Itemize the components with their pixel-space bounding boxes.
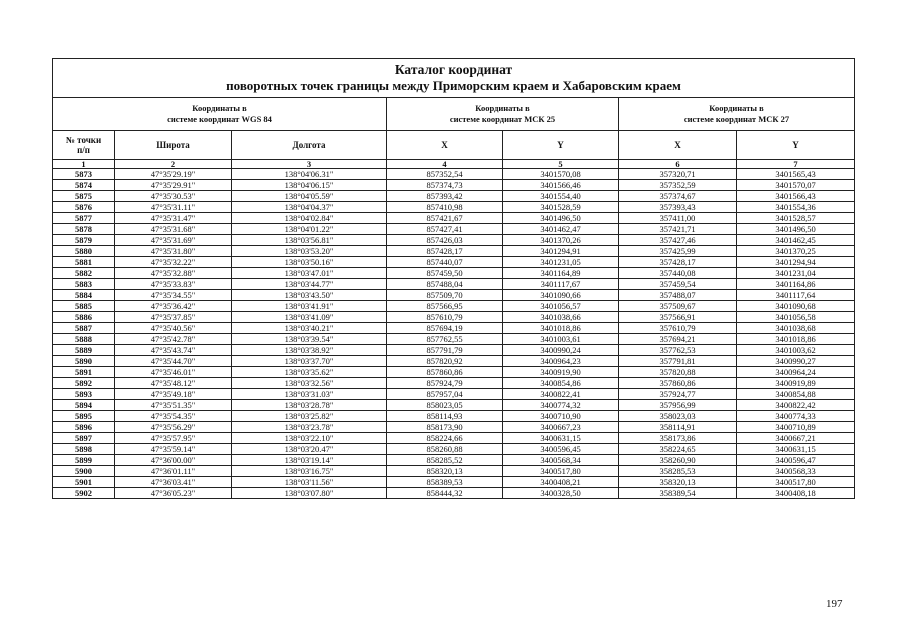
- latitude: 47°35'42.78": [115, 334, 232, 345]
- x-msk27: 358224,65: [619, 444, 737, 455]
- latitude: 47°36'00.00": [115, 455, 232, 466]
- x-msk27: 357320,71: [619, 169, 737, 180]
- point-number: 5883: [53, 279, 115, 290]
- col-header-x27: X: [619, 131, 737, 160]
- longitude: 138°04'04.37": [232, 202, 387, 213]
- table-title: Каталог координат: [394, 62, 513, 77]
- y-msk25: 3401554,40: [503, 191, 619, 202]
- table-row: [53, 224, 855, 235]
- x-msk27: 357440,08: [619, 268, 737, 279]
- y-msk25: 3400408,21: [503, 477, 619, 488]
- table-row: [53, 334, 855, 345]
- point-number: 5877: [53, 213, 115, 224]
- x-msk27: 358260,90: [619, 455, 737, 466]
- point-number: 5899: [53, 455, 115, 466]
- x-msk27: 357509,67: [619, 301, 737, 312]
- latitude: 47°35'31.11": [115, 202, 232, 213]
- x-msk27: 358173,86: [619, 433, 737, 444]
- page-number: 197: [826, 598, 843, 610]
- x-msk27: 357427,46: [619, 235, 737, 246]
- y-msk25: 3401090,66: [503, 290, 619, 301]
- x-msk27: 357566,91: [619, 312, 737, 323]
- y-msk27: 3401554,36: [737, 202, 855, 213]
- x-msk27: 357425,99: [619, 246, 737, 257]
- y-msk25: 3401370,26: [503, 235, 619, 246]
- table-row: [53, 411, 855, 422]
- table-row: [53, 213, 855, 224]
- latitude: 47°36'05.23": [115, 488, 232, 499]
- x-msk25: 857428,17: [387, 246, 503, 257]
- x-msk27: 358389,54: [619, 488, 737, 499]
- latitude: 47°35'32.88": [115, 268, 232, 279]
- y-msk27: 3401294,94: [737, 257, 855, 268]
- y-msk25: 3400822,41: [503, 389, 619, 400]
- table-row: [53, 455, 855, 466]
- table-row: [53, 268, 855, 279]
- y-msk27: 3401018,86: [737, 334, 855, 345]
- y-msk27: 3400990,27: [737, 356, 855, 367]
- longitude: 138°03'43.50": [232, 290, 387, 301]
- x-msk25: 858114,93: [387, 411, 503, 422]
- table-row: [53, 246, 855, 257]
- longitude: 138°03'25.82": [232, 411, 387, 422]
- table-row: [53, 345, 855, 356]
- coordinate-catalog: [52, 58, 854, 499]
- x-msk27: 357459,54: [619, 279, 737, 290]
- table-row: [53, 301, 855, 312]
- y-msk25: 3400854,86: [503, 378, 619, 389]
- x-msk27: 357694,21: [619, 334, 737, 345]
- table-row: [53, 323, 855, 334]
- point-number: 5889: [53, 345, 115, 356]
- group-header-msk25: Координаты в системе координат МСК 25: [387, 98, 619, 131]
- x-msk25: 857421,67: [387, 213, 503, 224]
- longitude: 138°03'39.54": [232, 334, 387, 345]
- x-msk25: 858320,13: [387, 466, 503, 477]
- y-msk27: 3401117,64: [737, 290, 855, 301]
- x-msk27: 357374,67: [619, 191, 737, 202]
- latitude: 47°35'56.29": [115, 422, 232, 433]
- y-msk25: 3401018,86: [503, 323, 619, 334]
- y-msk27: 3401056,58: [737, 312, 855, 323]
- col-number: 7: [737, 160, 855, 169]
- point-number: 5885: [53, 301, 115, 312]
- table-row: [53, 367, 855, 378]
- x-msk27: 357762,53: [619, 345, 737, 356]
- x-msk25: 857860,86: [387, 367, 503, 378]
- x-msk27: 358285,53: [619, 466, 737, 477]
- x-msk25: 858224,66: [387, 433, 503, 444]
- longitude: 138°03'35.62": [232, 367, 387, 378]
- longitude: 138°03'53.20": [232, 246, 387, 257]
- y-msk27: 3401164,86: [737, 279, 855, 290]
- y-msk27: 3401496,50: [737, 224, 855, 235]
- y-msk27: 3401566,43: [737, 191, 855, 202]
- latitude: 47°35'31.68": [115, 224, 232, 235]
- x-msk27: 357956,99: [619, 400, 737, 411]
- latitude: 47°35'29.91": [115, 180, 232, 191]
- table-row: [53, 290, 855, 301]
- point-number: 5890: [53, 356, 115, 367]
- y-msk25: 3400568,34: [503, 455, 619, 466]
- longitude: 138°03'38.92": [232, 345, 387, 356]
- point-number: 5880: [53, 246, 115, 257]
- y-msk27: 3400596,47: [737, 455, 855, 466]
- point-number: 5887: [53, 323, 115, 334]
- table-row: [53, 477, 855, 488]
- longitude: 138°03'41.09": [232, 312, 387, 323]
- y-msk27: 3400517,80: [737, 477, 855, 488]
- point-number: 5876: [53, 202, 115, 213]
- y-msk25: 3401462,47: [503, 224, 619, 235]
- y-msk27: 3401370,25: [737, 246, 855, 257]
- y-msk25: 3401038,66: [503, 312, 619, 323]
- y-msk27: 3400568,33: [737, 466, 855, 477]
- longitude: 138°03'32.56": [232, 378, 387, 389]
- y-msk27: 3401570,07: [737, 180, 855, 191]
- x-msk25: 857410,98: [387, 202, 503, 213]
- x-msk27: 358320,13: [619, 477, 737, 488]
- y-msk25: 3400328,50: [503, 488, 619, 499]
- table-row: [53, 400, 855, 411]
- latitude: 47°35'31.69": [115, 235, 232, 246]
- x-msk25: 857566,95: [387, 301, 503, 312]
- x-msk25: 857762,55: [387, 334, 503, 345]
- y-msk25: 3400667,23: [503, 422, 619, 433]
- x-msk25: 857694,19: [387, 323, 503, 334]
- latitude: 47°36'01.11": [115, 466, 232, 477]
- latitude: 47°35'31.47": [115, 213, 232, 224]
- point-number: 5891: [53, 367, 115, 378]
- x-msk25: 857509,70: [387, 290, 503, 301]
- y-msk27: 3400631,15: [737, 444, 855, 455]
- x-msk27: 357488,07: [619, 290, 737, 301]
- y-msk25: 3401117,67: [503, 279, 619, 290]
- longitude: 138°04'06.31": [232, 169, 387, 180]
- latitude: 47°35'34.55": [115, 290, 232, 301]
- x-msk27: 357791,81: [619, 356, 737, 367]
- point-number: 5898: [53, 444, 115, 455]
- x-msk25: 858444,32: [387, 488, 503, 499]
- y-msk25: 3401003,61: [503, 334, 619, 345]
- point-number: 5882: [53, 268, 115, 279]
- longitude: 138°03'44.77": [232, 279, 387, 290]
- table-row: [53, 422, 855, 433]
- x-msk25: 857791,79: [387, 345, 503, 356]
- table-row: [53, 169, 855, 180]
- longitude: 138°04'02.84": [232, 213, 387, 224]
- x-msk27: 357421,71: [619, 224, 737, 235]
- latitude: 47°35'40.56": [115, 323, 232, 334]
- col-number: 6: [619, 160, 737, 169]
- y-msk27: 3400854,88: [737, 389, 855, 400]
- table-row: [53, 180, 855, 191]
- y-msk27: 3401038,68: [737, 323, 855, 334]
- group-header-msk27: Координаты в системе координат МСК 27: [619, 98, 855, 131]
- y-msk25: 3401496,50: [503, 213, 619, 224]
- x-msk27: 358114,91: [619, 422, 737, 433]
- point-number: 5881: [53, 257, 115, 268]
- longitude: 138°03'41.91": [232, 301, 387, 312]
- col-number: 4: [387, 160, 503, 169]
- longitude: 138°03'50.16": [232, 257, 387, 268]
- table-body: [53, 169, 855, 499]
- latitude: 47°35'59.14": [115, 444, 232, 455]
- latitude: 47°35'31.80": [115, 246, 232, 257]
- x-msk25: 857440,07: [387, 257, 503, 268]
- longitude: 138°04'05.59": [232, 191, 387, 202]
- point-number: 5893: [53, 389, 115, 400]
- y-msk25: 3401056,57: [503, 301, 619, 312]
- x-msk27: 358023,03: [619, 411, 737, 422]
- point-number: 5875: [53, 191, 115, 202]
- longitude: 138°04'01.22": [232, 224, 387, 235]
- latitude: 47°35'49.18": [115, 389, 232, 400]
- latitude: 47°35'37.85": [115, 312, 232, 323]
- point-number: 5874: [53, 180, 115, 191]
- col-header-lon: Долгота: [232, 131, 387, 160]
- y-msk27: 3401231,04: [737, 268, 855, 279]
- point-number: 5892: [53, 378, 115, 389]
- x-msk27: 357924,77: [619, 389, 737, 400]
- col-number: 3: [232, 160, 387, 169]
- point-number: 5896: [53, 422, 115, 433]
- latitude: 47°35'36.42": [115, 301, 232, 312]
- point-number: 5900: [53, 466, 115, 477]
- latitude: 47°35'44.70": [115, 356, 232, 367]
- y-msk27: 3400710,89: [737, 422, 855, 433]
- latitude: 47°35'30.53": [115, 191, 232, 202]
- y-msk25: 3401164,89: [503, 268, 619, 279]
- x-msk25: 857459,50: [387, 268, 503, 279]
- point-number: 5895: [53, 411, 115, 422]
- y-msk25: 3401231,05: [503, 257, 619, 268]
- x-msk27: 357428,17: [619, 257, 737, 268]
- col-number: 5: [503, 160, 619, 169]
- col-header-y27: Y: [737, 131, 855, 160]
- table-subtitle: поворотных точек границы между Приморским краем и Хабаровским краем: [226, 78, 681, 93]
- x-msk25: 857610,79: [387, 312, 503, 323]
- longitude: 138°03'16.75": [232, 466, 387, 477]
- table-row: [53, 378, 855, 389]
- x-msk27: 357860,86: [619, 378, 737, 389]
- col-header-lat: Широта: [115, 131, 232, 160]
- point-number: 5886: [53, 312, 115, 323]
- y-msk27: 3401528,57: [737, 213, 855, 224]
- x-msk27: 357411,00: [619, 213, 737, 224]
- point-number: 5901: [53, 477, 115, 488]
- y-msk27: 3400822,42: [737, 400, 855, 411]
- col-header-point: № точки п/п: [53, 131, 115, 160]
- table-row: [53, 356, 855, 367]
- x-msk27: 357820,88: [619, 367, 737, 378]
- longitude: 138°04'06.15": [232, 180, 387, 191]
- table-row: [53, 488, 855, 499]
- table-row: [53, 279, 855, 290]
- latitude: 47°35'48.12": [115, 378, 232, 389]
- x-msk25: 858389,53: [387, 477, 503, 488]
- y-msk27: 3401090,68: [737, 301, 855, 312]
- y-msk27: 3400667,21: [737, 433, 855, 444]
- table-row: [53, 389, 855, 400]
- y-msk25: 3401566,46: [503, 180, 619, 191]
- y-msk25: 3400596,45: [503, 444, 619, 455]
- table-row: [53, 257, 855, 268]
- col-number: 2: [115, 160, 232, 169]
- col-header-y25: Y: [503, 131, 619, 160]
- longitude: 138°03'47.01": [232, 268, 387, 279]
- y-msk25: 3400631,15: [503, 433, 619, 444]
- group-header-wgs84: Координаты в системе координат WGS 84: [53, 98, 387, 131]
- x-msk27: 357352,59: [619, 180, 737, 191]
- latitude: 47°36'03.41": [115, 477, 232, 488]
- longitude: 138°03'07.80": [232, 488, 387, 499]
- coordinates-table: [52, 58, 855, 499]
- longitude: 138°03'19.14": [232, 455, 387, 466]
- latitude: 47°35'51.35": [115, 400, 232, 411]
- point-number: 5878: [53, 224, 115, 235]
- y-msk25: 3400710,90: [503, 411, 619, 422]
- y-msk27: 3401462,45: [737, 235, 855, 246]
- y-msk27: 3401565,43: [737, 169, 855, 180]
- table-row: [53, 433, 855, 444]
- table-row: [53, 235, 855, 246]
- longitude: 138°03'37.70": [232, 356, 387, 367]
- table-row: [53, 444, 855, 455]
- y-msk27: 3401003,62: [737, 345, 855, 356]
- y-msk25: 3400517,80: [503, 466, 619, 477]
- y-msk27: 3400774,33: [737, 411, 855, 422]
- y-msk27: 3400919,89: [737, 378, 855, 389]
- longitude: 138°03'23.78": [232, 422, 387, 433]
- point-number: 5894: [53, 400, 115, 411]
- x-msk25: 857924,79: [387, 378, 503, 389]
- x-msk25: 857352,54: [387, 169, 503, 180]
- table-title-cell: [53, 59, 855, 98]
- latitude: 47°35'54.35": [115, 411, 232, 422]
- x-msk25: 858260,88: [387, 444, 503, 455]
- x-msk25: 857426,03: [387, 235, 503, 246]
- table-row: [53, 191, 855, 202]
- x-msk25: 858023,05: [387, 400, 503, 411]
- x-msk25: 857957,04: [387, 389, 503, 400]
- longitude: 138°03'20.47": [232, 444, 387, 455]
- y-msk27: 3400408,18: [737, 488, 855, 499]
- y-msk25: 3400964,23: [503, 356, 619, 367]
- table-row: [53, 466, 855, 477]
- latitude: 47°35'33.83": [115, 279, 232, 290]
- x-msk27: 357393,43: [619, 202, 737, 213]
- y-msk25: 3401294,91: [503, 246, 619, 257]
- y-msk25: 3401528,59: [503, 202, 619, 213]
- y-msk27: 3400964,24: [737, 367, 855, 378]
- y-msk25: 3400774,32: [503, 400, 619, 411]
- y-msk25: 3401570,08: [503, 169, 619, 180]
- point-number: 5884: [53, 290, 115, 301]
- x-msk25: 857820,92: [387, 356, 503, 367]
- x-msk25: 858173,90: [387, 422, 503, 433]
- longitude: 138°03'56.81": [232, 235, 387, 246]
- x-msk25: 857488,04: [387, 279, 503, 290]
- x-msk25: 857393,42: [387, 191, 503, 202]
- col-header-x25: X: [387, 131, 503, 160]
- point-number: 5897: [53, 433, 115, 444]
- column-number-row: [53, 160, 855, 169]
- latitude: 47°35'32.22": [115, 257, 232, 268]
- longitude: 138°03'31.03": [232, 389, 387, 400]
- latitude: 47°35'46.01": [115, 367, 232, 378]
- longitude: 138°03'28.78": [232, 400, 387, 411]
- x-msk25: 857374,73: [387, 180, 503, 191]
- latitude: 47°35'57.95": [115, 433, 232, 444]
- latitude: 47°35'29.19": [115, 169, 232, 180]
- point-number: 5902: [53, 488, 115, 499]
- longitude: 138°03'11.56": [232, 477, 387, 488]
- x-msk27: 357610,79: [619, 323, 737, 334]
- latitude: 47°35'43.74": [115, 345, 232, 356]
- y-msk25: 3400990,24: [503, 345, 619, 356]
- point-number: 5888: [53, 334, 115, 345]
- longitude: 138°03'22.10": [232, 433, 387, 444]
- x-msk25: 857427,41: [387, 224, 503, 235]
- longitude: 138°03'40.21": [232, 323, 387, 334]
- table-row: [53, 312, 855, 323]
- x-msk25: 858285,52: [387, 455, 503, 466]
- point-number: 5873: [53, 169, 115, 180]
- y-msk25: 3400919,90: [503, 367, 619, 378]
- point-number: 5879: [53, 235, 115, 246]
- col-number: 1: [53, 160, 115, 169]
- table-row: [53, 202, 855, 213]
